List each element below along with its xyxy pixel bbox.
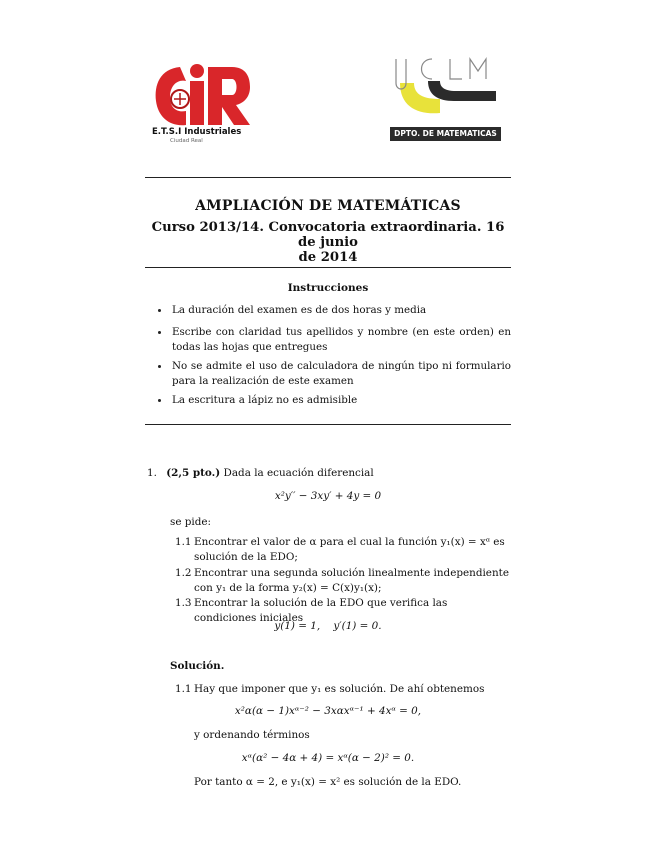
uclm-logo (388, 55, 503, 143)
problem-item: 1.3 Encontrar la solución de la EDO que verifica las condiciones iniciales (175, 597, 448, 624)
problem-item: 1.2 Encontrar una segunda solución linealmente independiente con y₁ de la forma y₂(x) = C(x)y₁(x); (175, 567, 509, 594)
solution-heading: Solución. (170, 660, 225, 672)
top-rule (145, 177, 511, 178)
etsi-logo-subtext: Ciudad Real (170, 138, 203, 144)
instruction-item: La duración del examen es de dos horas y media (160, 303, 511, 318)
problem-number: 1. (147, 467, 157, 479)
main-equation: x²y′′ − 3xy′ + 4y = 0 (274, 490, 382, 502)
solution-equation-2: xᵅ(α² − 4α + 4) = xᵅ(α − 2)² = 0. (241, 752, 415, 764)
bullet-icon (158, 331, 161, 334)
problem-item: 1.1 Encontrar el valor de α para el cual la función y₁(x) = xᵅ es solución de la EDO; (175, 536, 505, 563)
solution-text-3: Por tanto α = 2, e y₁(x) = x² es solución de la EDO. (194, 776, 462, 788)
problem-asks: se pide: (170, 516, 212, 528)
instructions-heading: Instrucciones (287, 282, 369, 294)
problem-statement (147, 466, 512, 481)
document-title: AMPLIACIÓN DE MATEMÁTICAS (195, 198, 461, 214)
solution-item: 1.1 Hay que imponer que y₁ es solución. De ahí obtenemos (175, 683, 485, 695)
middle-rule (145, 267, 511, 268)
bottom-rule (145, 424, 511, 425)
bullet-icon (158, 399, 161, 402)
bullet-icon (158, 309, 161, 312)
instruction-item: No se admite el uso de calculadora de ningún tipo ni formulario para la realización de este examen (160, 359, 511, 389)
solution-text-2: y ordenando términos (194, 729, 310, 741)
problem-points: (2,5 pto.) (166, 467, 221, 479)
bullet-icon (158, 365, 161, 368)
document-subtitle (145, 220, 511, 265)
uclm-logo-banner: DPTO. DE MATEMATICAS (394, 129, 497, 138)
problem-intro: Dada la ecuación diferencial (223, 467, 374, 479)
instruction-item: La escritura a lápiz no es admisible (160, 393, 511, 408)
initial-conditions: y(1) = 1, y′(1) = 0. (274, 620, 382, 632)
solution-equation-1: x²α(α − 1)xᵅ⁻² − 3xαxᵅ⁻¹ + 4xᵅ = 0, (234, 705, 422, 717)
etsi-logo-text: E.T.S.I Industriales (152, 127, 242, 137)
subtitle-line-1: Curso 2013/14. Convocatoria extraordinaria. 16 de junio (151, 220, 505, 250)
subtitle-line-2: de 2014 (298, 250, 358, 265)
instruction-item: Escribe con claridad tus apellidos y nombre (en este orden) en todas las hojas que entregues (160, 325, 511, 355)
etsi-logo (150, 55, 255, 155)
